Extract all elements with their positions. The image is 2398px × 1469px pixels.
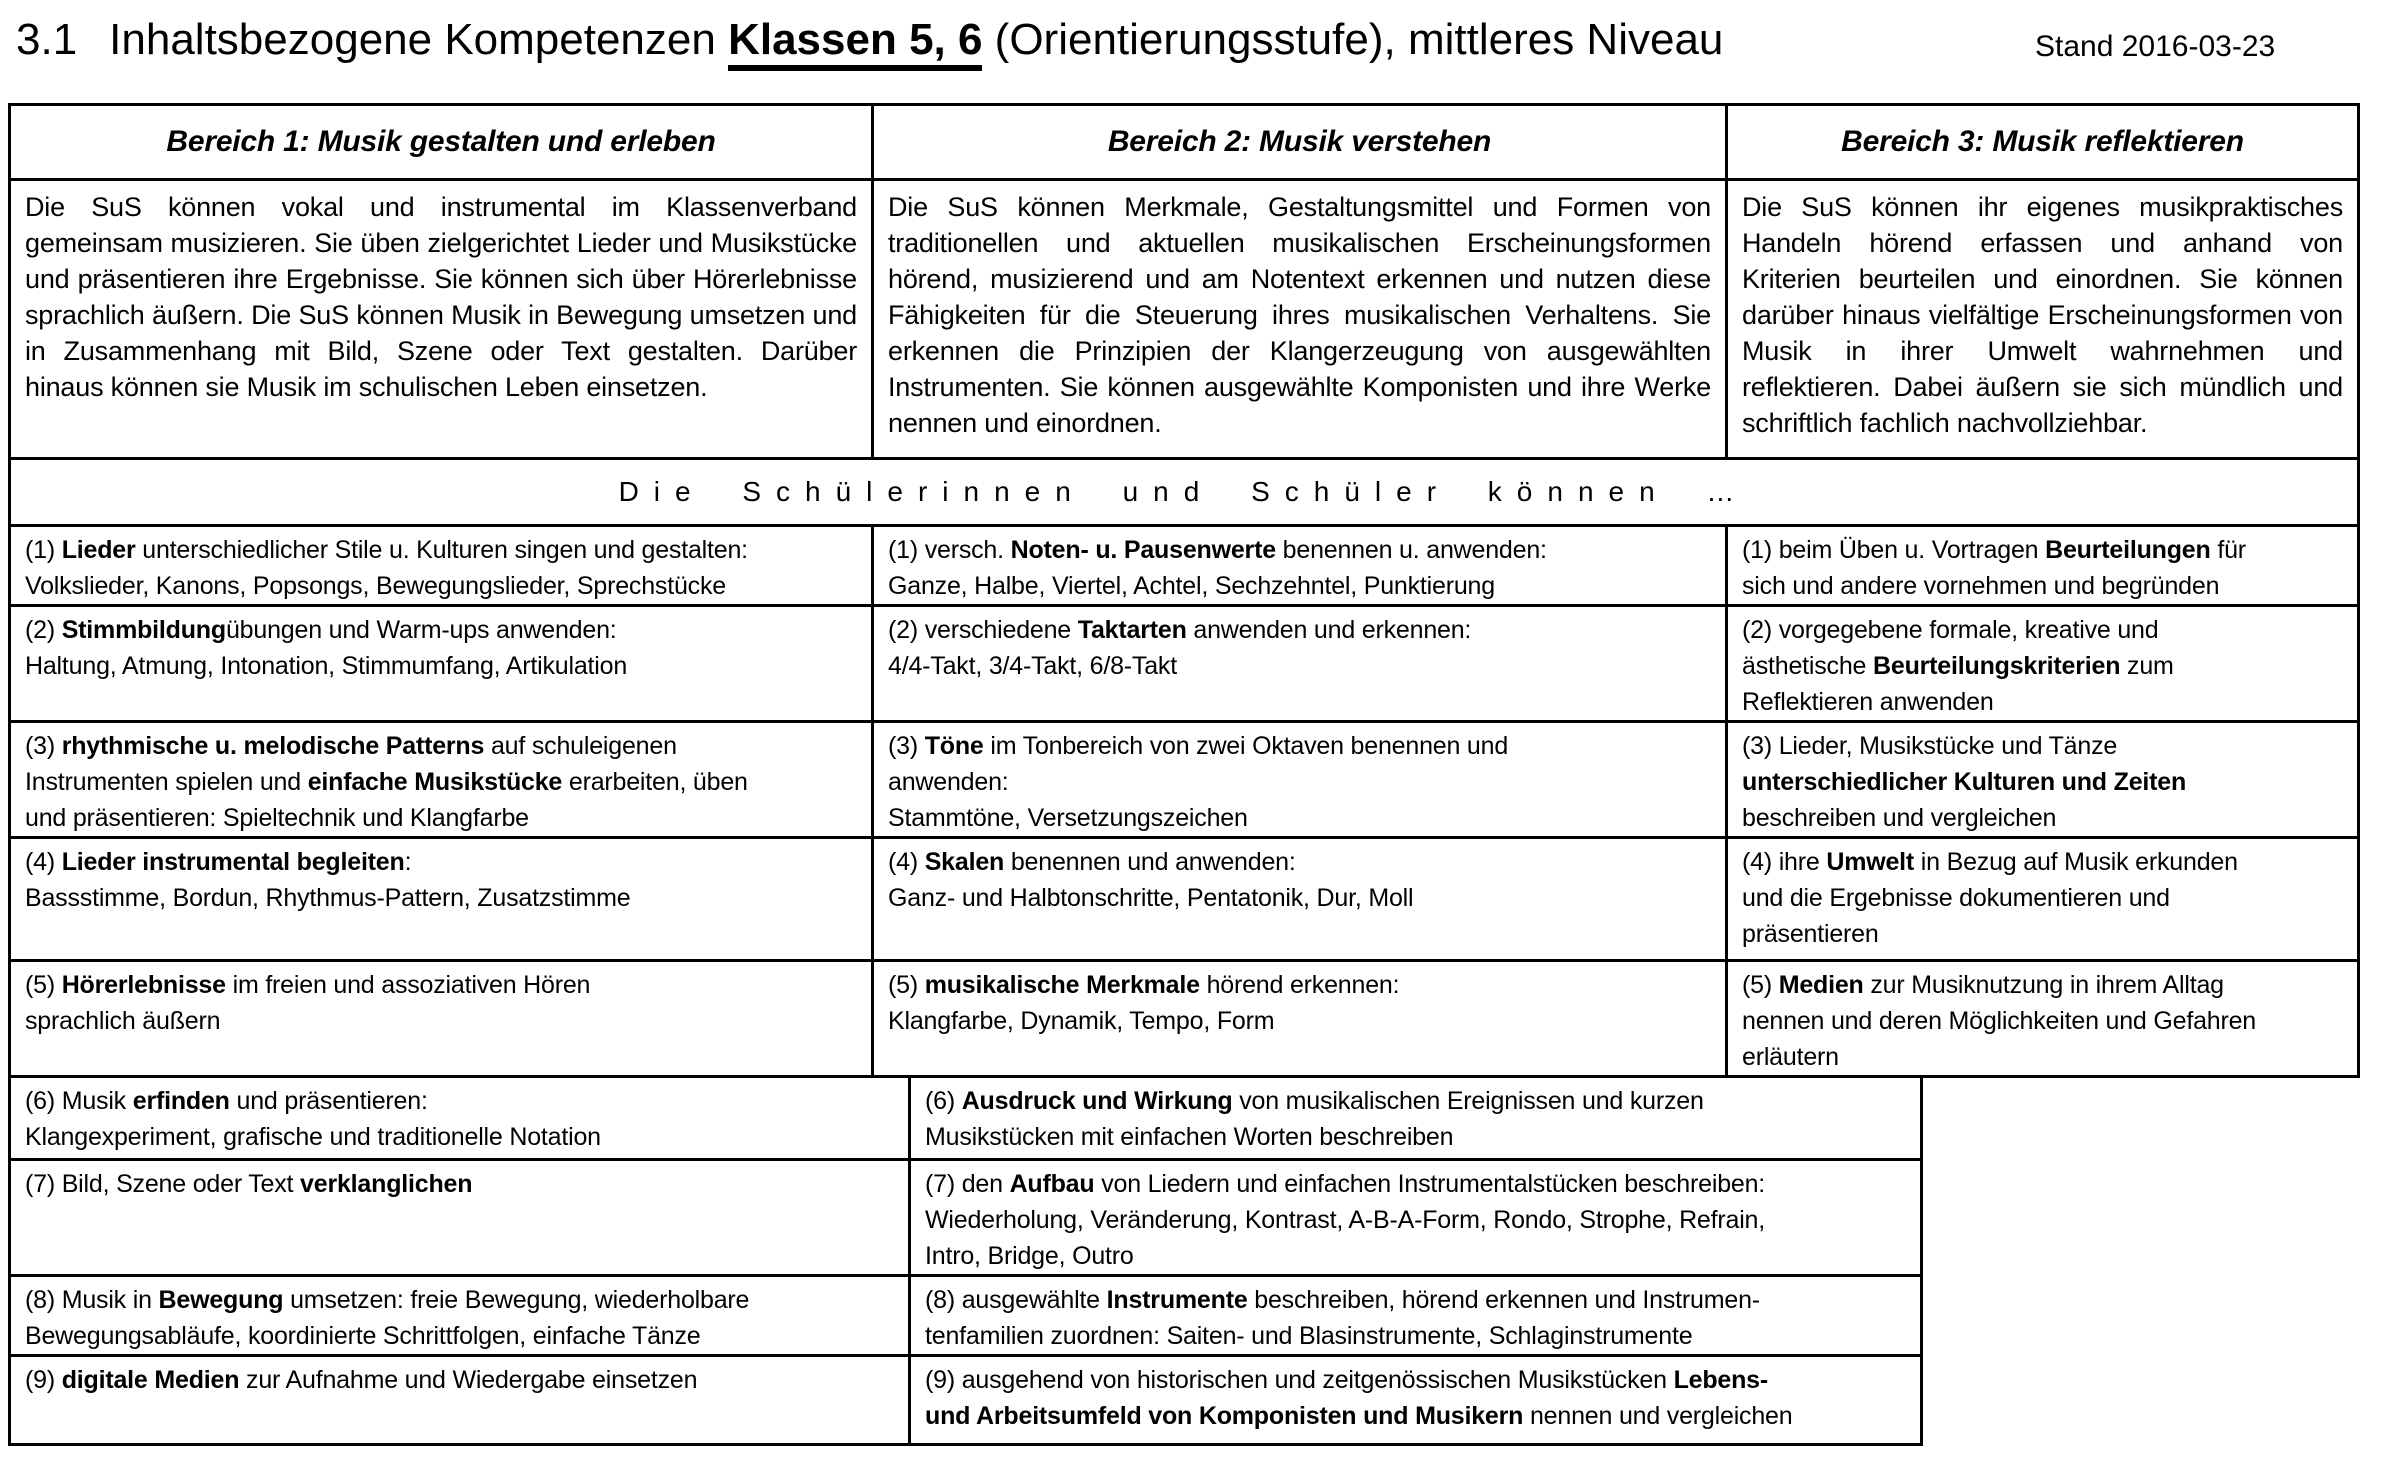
students-can-row <box>11 457 2357 524</box>
table-row <box>11 1354 1920 1443</box>
intro-bereich-2: Die SuS können Merkmale, Gestaltungsmittel und Formen von traditionellen und aktuellen musikalischen Erscheinungsformen hörend, musizierend und am Notentext erkennen und nutzen diese Fähigkeiten für die Steuerung ihres musikalischen Verhaltens. Sie erkennen die Prinzipien der Klangerzeugung von ausgewählten Instrumenten. Sie können ausgewählte Komponisten und ihre Werke nennen und einordnen. <box>871 181 1725 457</box>
competency-b2-6: (6) Ausdruck und Wirkung von musikalischen Ereignissen und kurzen Musikstücken mit einfachen Worten beschreiben <box>908 1078 1920 1158</box>
competency-b3-5: (5) Medien zur Musiknutzung in ihrem Alltag nennen und deren Möglichkeiten und Gefahren erläutern <box>1725 962 2357 1075</box>
competency-table-main <box>8 103 2360 1078</box>
intro-bereich-1: Die SuS können vokal und instrumental im Klassenverband gemeinsam musizieren. Sie üben zielgerichtet Lieder und Musikstücke und präsentieren ihre Ergebnisse. Sie können sich über Hörerlebnisse sprachlich äußern. Die SuS können Musik in Bewegung umsetzen und in Zusammenhang mit Bild, Szene oder Text gestalten. Darüber hinaus können sie Musik im schulischen Leben einsetzen. <box>25 192 857 402</box>
competency-b2-2: (2) verschiedene Taktarten anwenden und erkennen: 4/4-Takt, 3/4-Takt, 6/8-Takt <box>871 607 1725 720</box>
table-row <box>11 1158 1920 1274</box>
competency-b2-8: (8) ausgewählte Instrumente beschreiben, hörend erkennen und Instrumen- tenfamilien zuordnen: Saiten- und Blasinstrumente, Schlaginstrumente <box>908 1277 1920 1354</box>
competency-b3-4: (4) ihre Umwelt in Bezug auf Musik erkunden und die Ergebnisse dokumentieren und präsentieren <box>1725 839 2357 959</box>
competency-b1-6: (6) Musik erfinden und präsentieren: Klangexperiment, grafische und traditionelle Notation <box>25 1087 601 1151</box>
competency-b2-3: (3) Töne im Tonbereich von zwei Oktaven benennen und anwenden: Stammtöne, Versetzungszeichen <box>871 723 1725 836</box>
competency-b2-5: (5) musikalische Merkmale hörend erkennen: Klangfarbe, Dynamik, Tempo, Form <box>871 962 1725 1075</box>
table-header-row <box>11 106 2357 178</box>
table-row <box>11 1274 1920 1354</box>
table-row <box>11 959 2357 1075</box>
table-row <box>11 524 2357 604</box>
title-classes-emphasis: Klassen 5, 6 <box>728 15 982 71</box>
title-text-post: (Orientierungsstufe), mittleres Niveau <box>982 15 1724 64</box>
table-row <box>11 604 2357 720</box>
table-row <box>11 836 2357 959</box>
revision-date: Stand 2016-03-23 <box>2035 30 2276 63</box>
competency-b2-1: (1) versch. Noten- u. Pausenwerte benennen u. anwenden: Ganze, Halbe, Viertel, Achtel, Sechzehntel, Punktierung <box>871 527 1725 604</box>
competency-b3-2: (2) vorgegebene formale, kreative und ästhetische Beurteilungskriterien zum Reflektieren anwenden <box>1725 607 2357 720</box>
competency-b1-7: (7) Bild, Szene oder Text verklanglichen <box>25 1170 473 1198</box>
competency-table-bottom <box>8 1075 1923 1446</box>
header-bereich-1: Bereich 1: Musik gestalten und erleben <box>166 125 716 158</box>
competency-b1-8: (8) Musik in Bewegung umsetzen: freie Bewegung, wiederholbare Bewegungsabläufe, koordinierte Schrittfolgen, einfache Tänze <box>25 1286 750 1350</box>
competency-b1-5: (5) Hörerlebnisse im freien und assoziativen Hören sprachlich äußern <box>25 971 591 1035</box>
title-bar <box>0 0 2398 103</box>
competency-b3-1: (1) beim Üben u. Vortragen Beurteilungen für sich und andere vornehmen und begründen <box>1725 527 2357 604</box>
header-bereich-2: Bereich 2: Musik verstehen <box>871 106 1725 178</box>
title-text-pre: Inhaltsbezogene Kompetenzen <box>109 15 729 64</box>
competency-b1-2: (2) Stimmbildungübungen und Warm-ups anwenden: Haltung, Atmung, Intonation, Stimmumfang, Artikulation <box>25 616 628 680</box>
page-title <box>16 14 1723 66</box>
competency-b1-3: (3) rhythmische u. melodische Patterns auf schuleigenen Instrumenten spielen und einfache Musikstücke erarbeiten, üben und präsentieren: Spieltechnik und Klangfarbe <box>25 732 748 832</box>
competency-b2-4: (4) Skalen benennen und anwenden: Ganz- und Halbtonschritte, Pentatonik, Dur, Moll <box>871 839 1725 959</box>
table-row <box>11 1078 1920 1158</box>
section-number: 3.1 <box>16 15 78 64</box>
intro-paragraph-row <box>11 178 2357 457</box>
competency-b2-7: (7) den Aufbau von Liedern und einfachen Instrumentalstücken beschreiben: Wiederholung, Veränderung, Kontrast, A-B-A-Form, Rondo, Strophe, Refrain, Intro, Bridge, Outro <box>908 1161 1920 1274</box>
competency-b1-1: (1) Lieder unterschiedlicher Stile u. Kulturen singen und gestalten: Volkslieder, Kanons, Popsongs, Bewegungslieder, Sprechstücke <box>25 536 748 600</box>
table-row <box>11 720 2357 836</box>
header-bereich-3: Bereich 3: Musik reflektieren <box>1725 106 2357 178</box>
competency-b1-4: (4) Lieder instrumental begleiten: Bassstimme, Bordun, Rhythmus-Pattern, Zusatzstimme <box>25 848 631 912</box>
students-can-line: Die Schülerinnen und Schüler können … <box>618 476 1750 507</box>
competency-b3-3: (3) Lieder, Musikstücke und Tänze unterschiedlicher Kulturen und Zeiten beschreiben und vergleichen <box>1725 723 2357 836</box>
intro-bereich-3: Die SuS können ihr eigenes musikpraktisches Handeln hörend erfassen und anhand von Kriterien beurteilen und einordnen. Sie können darüber hinaus vielfältige Erscheinungsformen von Musik in ihrer Umwelt wahrnehmen und reflektieren. Dabei äußern sie sich mündlich und schriftlich fachlich nachvollziehbar. <box>1725 181 2357 457</box>
competency-b2-9: (9) ausgehend von historischen und zeitgenössischen Musikstücken Lebens- und Arbeitsumfeld von Komponisten und Musikern nennen und vergleichen <box>908 1357 1920 1443</box>
competency-b1-9: (9) digitale Medien zur Aufnahme und Wiedergabe einsetzen <box>25 1366 698 1394</box>
